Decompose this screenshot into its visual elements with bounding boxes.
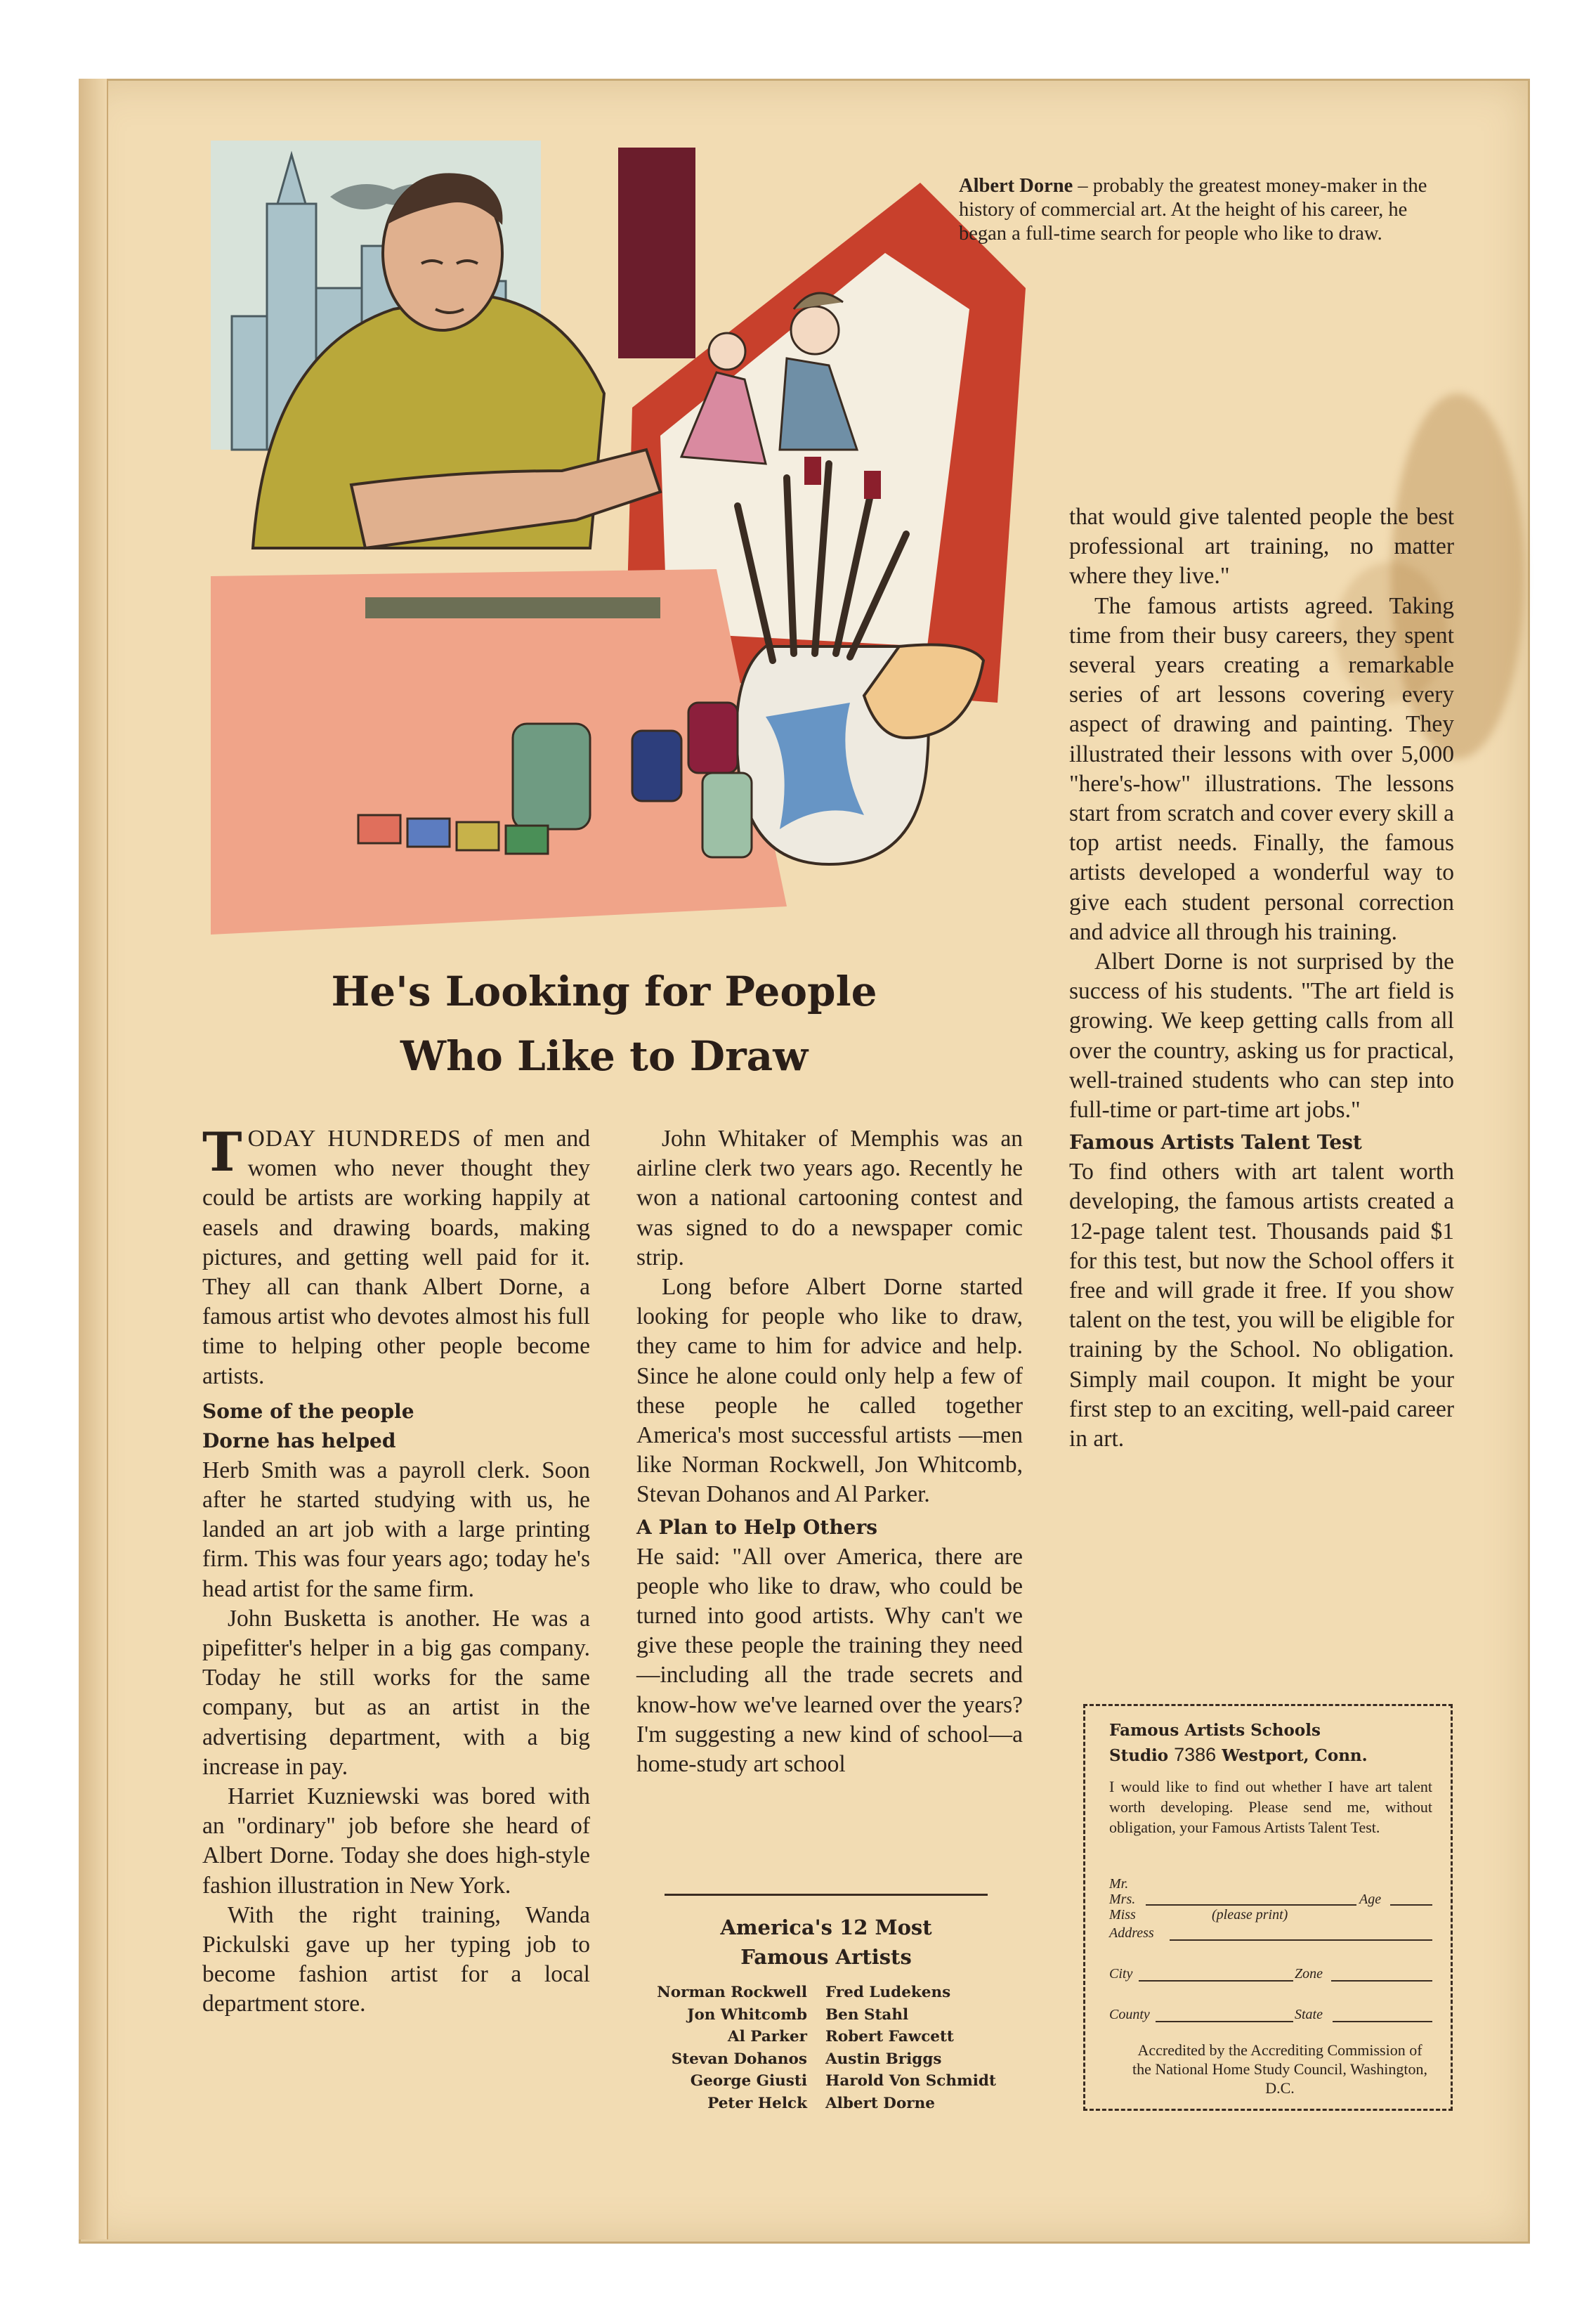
name-field[interactable] [1146, 1904, 1356, 1906]
column-3 [1069, 502, 1454, 1454]
intro-paragraph [202, 1121, 590, 1391]
label-mr: Mr. [1109, 1876, 1129, 1892]
headline-line-2: Who Like to Draw [400, 1032, 809, 1080]
label-mrs: Mrs. [1109, 1892, 1136, 1907]
label-state: State [1295, 2007, 1323, 2022]
artists-list [629, 1982, 1036, 2114]
drop-cap: T [202, 1121, 242, 1183]
label-zone: Zone [1295, 1966, 1323, 1982]
county-field[interactable] [1156, 2021, 1293, 2022]
artist-name: Jon Whitcomb [687, 2005, 807, 2024]
artist-name: Robert Fawcett [825, 2028, 954, 2045]
caption-name: Albert Dorne [959, 175, 1073, 197]
artist-name: George Giusti [690, 2072, 807, 2090]
column-2 [636, 1124, 1023, 1779]
artist-name: Ben Stahl [825, 2005, 909, 2024]
artist-row [629, 2093, 1036, 2115]
column-1 [202, 1121, 590, 2019]
artist-name: Harold Von Schmidt [825, 2072, 996, 2090]
paragraph-continuation: that would give talented people the best professional art training, no matter where they live." [1069, 504, 1454, 590]
coupon-header [1109, 1719, 1439, 1768]
paragraph-wanda: With the right training, Wanda Pickulski gave up her typing job to become fashion artist for a local department store. [202, 1901, 590, 2017]
headline [211, 959, 998, 1088]
artist-row [629, 2070, 1036, 2093]
intro-text: of men and women who never thought they could be artists are working happily at easels and drawing boards, making pictures, and getting well paid for it. They all can thank Albert Dorne, a famous artist who devotes almost his full time to helping other people become artists. [202, 1126, 590, 1389]
label-address: Address [1109, 1925, 1154, 1941]
state-field[interactable] [1333, 2021, 1432, 2022]
paragraph-artists-agreed: The famous artists agreed. Taking time from their busy careers, they spent several years creating a remarkable series of art lessons covering every aspect of drawing and painting. They illustrated their lessons with over 5,000 "here's-how" illustrations. The lessons start from scratch and cover every skill a top artist needs. Finally, the famous artists developed a wonderful way to give each student personal correction and advice all through his training. [1069, 592, 1454, 945]
illustration-caption [959, 174, 1451, 246]
artist-row [629, 2026, 1036, 2048]
paragraph-john-whitaker: John Whitaker of Memphis was an airline clerk two years ago. Recently he won a national cartooning contest and was signed to do a newspaper comic strip. [636, 1126, 1023, 1270]
coupon-studio-number: 7386 [1174, 1744, 1217, 1765]
label-please-print: (please print) [1212, 1907, 1288, 1923]
address-field[interactable] [1170, 1939, 1432, 1941]
artist-name: Stevan Dohanos [671, 2050, 807, 2068]
artist-name: Albert Dorne [825, 2094, 935, 2112]
artists-title-line-2: Famous Artists [740, 1945, 912, 1969]
intro-lead: ODAY HUNDREDS [247, 1126, 462, 1152]
artist-name: Fred Ludekens [825, 1984, 951, 2001]
paragraph-he-said: He said: "All over America, there are people who like to draw, who could be turned into good artists. Why can't we give these people the training they need—including all the trade secrets and know-how we've learned over the years? I'm suggesting a new kind of school—a home-study art school [636, 1543, 1023, 1778]
subhead-line-2: Dorne has helped [202, 1429, 396, 1452]
subhead-plan: A Plan to Help Others [636, 1515, 878, 1539]
city-field[interactable] [1139, 1980, 1293, 1982]
divider-rule [665, 1894, 988, 1896]
subhead-talent-test: Famous Artists Talent Test [1069, 1131, 1362, 1154]
page-spine-edge [79, 79, 108, 2239]
artists-title-line-1: America's 12 Most [720, 1915, 932, 1939]
mail-coupon[interactable] [1083, 1704, 1453, 2111]
coupon-location: Westport, Conn. [1216, 1746, 1368, 1765]
label-miss: Miss [1109, 1907, 1136, 1923]
artist-row [629, 1982, 1036, 2004]
artists-list-title [665, 1913, 988, 1972]
artist-name: Austin Briggs [825, 2050, 942, 2068]
artist-row [629, 2048, 1036, 2071]
label-city: City [1109, 1966, 1133, 1982]
coupon-studio-label: Studio [1109, 1746, 1175, 1765]
coupon-studio-line [1109, 1743, 1439, 1768]
subhead-line-1: Some of the people [202, 1399, 414, 1423]
caption-text: – probably the greatest money-maker in the history of commercial art. At the height of his career, he began a full-time search for people who like to draw. [959, 175, 1427, 245]
paragraph-harriet: Harriet Kuzniewski was bored with an "ordinary" job before she heard of Albert Dorne. Today she does high-style fashion illustration in New York. [202, 1783, 590, 1899]
artist-name: Al Parker [727, 2028, 807, 2045]
paragraph-talent-test: To find others with art talent worth developing, the famous artists created a 12-page talent test. Thousands paid $1 for this test, but now the School offers it free and will grade it free. If you show talent on the test, you will be eligible for training by the School. No obligation. Simply mail coupon. It might be your first step to an exciting, well-paid career in art. [1069, 1159, 1454, 1452]
paragraph-john-busketta: John Busketta is another. He was a pipefitter's helper in a big gas company. Today he still works for the same company, but as an artist in the advertising department, with a big increase in pay. [202, 1605, 590, 1780]
age-field[interactable] [1390, 1904, 1432, 1906]
paragraph-herb-smith: Herb Smith was a payroll clerk. Soon after he started studying with us, he landed an art job with a large printing firm. This was four years ago; today he's head artist for the same firm. [202, 1457, 590, 1602]
zone-field[interactable] [1331, 1980, 1432, 1982]
paragraph-long-before: Long before Albert Dorne started looking for people who like to draw, they came to him for advice and help. Since he alone could only help a few of these people he called together America's most successful artists —men like Norman Rockwell, Jon Whitcomb, Stevan Dohanos and Al Parker. [636, 1274, 1023, 1508]
artist-row [629, 2004, 1036, 2026]
label-county: County [1109, 2007, 1150, 2022]
label-age: Age [1359, 1892, 1382, 1907]
artist-name: Peter Helck [707, 2094, 807, 2112]
headline-line-1: He's Looking for People [331, 968, 877, 1015]
artist-name: Norman Rockwell [657, 1984, 807, 2001]
coupon-school-name: Famous Artists Schools [1109, 1721, 1321, 1740]
paragraph-not-surprised: Albert Dorne is not surprised by the success of his students. "The art field is growing. We keep getting calls from all over the country, asking us for practical, well-trained students who can step into full-time or part-time art jobs." [1069, 949, 1454, 1124]
subhead-people-helped [202, 1397, 590, 1456]
coupon-body: I would like to find out whether I have art talent worth developing. Please send me, without obligation, your Famous Artists Talent Test. [1109, 1778, 1432, 1836]
accreditation-note: Accredited by the Accrediting Commission of the National Home Study Council, Washington, D.C. [1132, 2041, 1428, 2097]
albert-dorne-illustration [211, 141, 1040, 935]
